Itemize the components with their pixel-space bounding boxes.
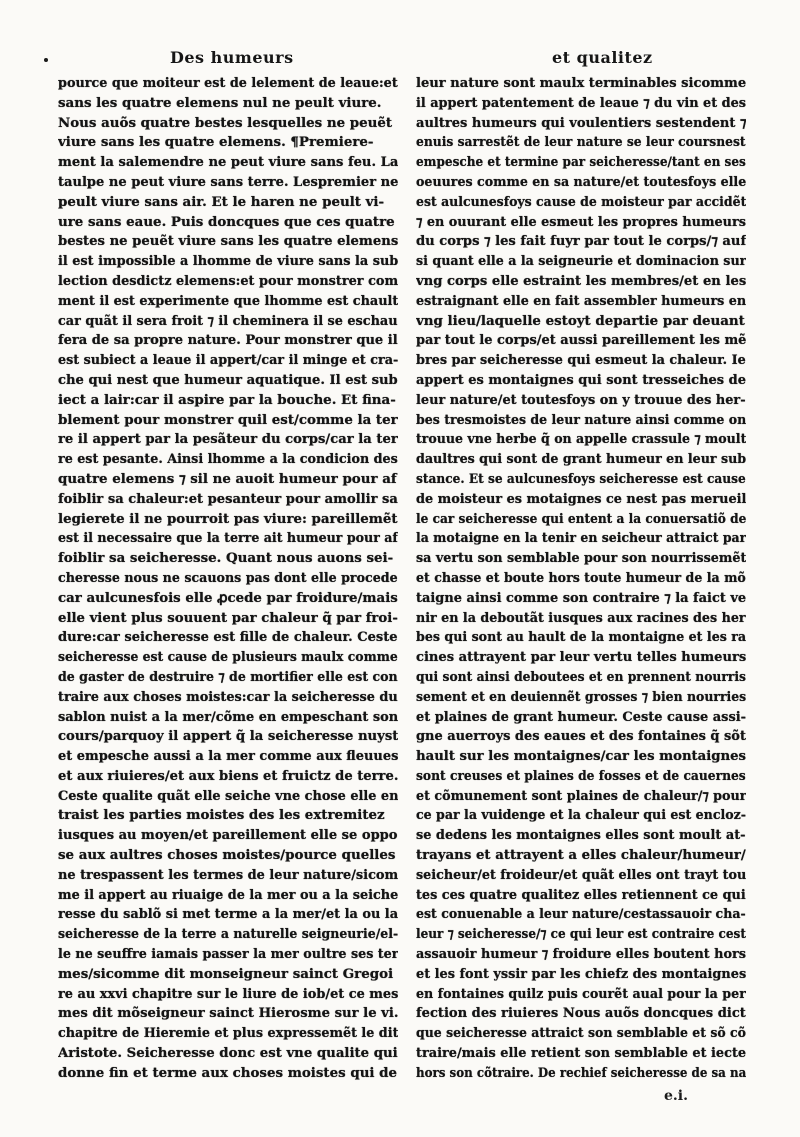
text-line: et cõmunement sont plaines de chaleur/⁊ pour [416, 787, 746, 804]
text-line: taulpe ne peut viure sans terre. Lespremier ne [58, 173, 398, 190]
text-line: est subiect a leaue il appert/car il minge et cra- [58, 352, 398, 369]
text-line: ure sans eaue. Puis doncques que ces quatre [58, 213, 395, 230]
text-line: hault sur les montaignes/car les montaignes [416, 748, 746, 765]
text-line: estraignant elle en fait assembler humeurs en [416, 292, 746, 309]
text-line: mes dit mõseigneur sainct Hierosme sur le vi. [58, 1005, 398, 1022]
text-line: ⁊ en ouurant elle esmeut les propres humeurs [416, 213, 746, 230]
text-line: ment il est experimente que lhomme est chault [58, 292, 398, 309]
text-line: traire aux choses moistes:car la seicheresse du [58, 688, 398, 705]
text-line: pource que moiteur est de lelement de leaue:et [58, 75, 398, 91]
text-line: et chasse et boute hors toute humeur de la mõ [416, 569, 746, 586]
text-line: et empesche aussi a la mer comme aux fleuues [58, 748, 398, 765]
text-line: vng corps elle estraint les membres/et en les [416, 272, 746, 289]
text-line: leur ⁊ seicheresse/⁊ ce qui leur est contraire cest [416, 926, 746, 943]
text-line: si quant elle a la seigneurie et dominacion sur [416, 253, 746, 270]
text-line: bes tresmoistes de leur nature ainsi comme on [416, 411, 746, 428]
text-line: empesche et termine par seicheresse/tant en ses [416, 154, 746, 171]
text-line: seicheur/et froideur/et quãt elles ont trayt tou [416, 866, 746, 883]
text-line: fection des riuieres Nous auõs doncques dict [416, 1005, 746, 1022]
text-line: donne fin et terme aux choses moistes qui de [58, 1064, 398, 1081]
text-line: quatre elemens ⁊ sil ne auoit humeur pour af [58, 470, 397, 487]
text-line: la motaigne en la tenir en seicheur attraict par [416, 530, 746, 547]
text-line: que seicheresse attraict son semblable et sõ cõ [416, 1025, 746, 1042]
text-line: bes qui sont au hault de la montaigne et les ra [416, 629, 746, 646]
text-line: vng lieu/laquelle estoyt departie par deuant [416, 312, 745, 329]
text-line: blement pour monstrer quil est/comme la ter [58, 411, 398, 428]
text-line: re au xxvi chapitre sur le liure de iob/et ce mes [58, 985, 398, 1002]
text-line: leur nature/et toutesfoys on y trouue des her- [416, 391, 746, 408]
text-line: se dedens les montaignes elles sont moult at- [416, 827, 746, 844]
text-line: foiblir sa chaleur:et pesanteur pour amollir sa [58, 490, 398, 507]
running-head-left: Des humeurs [170, 48, 294, 67]
text-line: enuis sarrestẽt de leur nature se leur coursnest [416, 134, 746, 151]
text-line: cours/parquoy il appert q̃ la seicheresse nuyst [58, 728, 398, 745]
text-line: taigne ainsi comme son contraire ⁊ la faict ve [416, 589, 746, 606]
text-line: Ceste qualite quãt elle seiche vne chose elle en [58, 787, 398, 804]
text-line: foiblir sa seicheresse. Quant nous auons sei- [58, 550, 394, 567]
text-line: traist les parties moistes des les extremitez [58, 807, 385, 824]
margin-dot [44, 58, 48, 62]
right-text-column [416, 74, 746, 1084]
text-line: re est pesante. Ainsi lhomme a la condicion des [58, 451, 398, 468]
text-line: stance. Et se aulcunesfoys seicheresse est cause [416, 470, 746, 487]
text-line: sont creuses et plaines de fosses et de cauernes [416, 767, 746, 784]
text-line: de gaster de destruire ⁊ de mortifier elle est con [58, 668, 398, 685]
signature-mark: e.i. [664, 1088, 688, 1104]
text-line: viure sans les quatre elemens. ¶Premiere- [58, 134, 374, 151]
text-line: hors son cõtraire. De rechief seicheresse de sa na [416, 1064, 746, 1081]
text-line: en fontaines quilz puis courẽt aual pour la per [416, 985, 746, 1002]
text-line: est il necessaire que la terre ait humeur pour af [58, 530, 398, 547]
text-line: se aux aultres choses moistes/pource quelles [58, 847, 396, 864]
text-line: che qui nest que humeur aquatique. Il est sub [58, 371, 398, 388]
text-line: gne auerroys des eaues et des fontaines q̃ sõt [416, 728, 746, 745]
text-line: ce par la vuidenge et la chaleur qui est encloz- [416, 807, 746, 824]
text-line: me il appert au riuaige de la mer ou a la seiche [58, 886, 398, 903]
text-line: sans les quatre elemens nul ne peult viure. [58, 94, 382, 111]
text-line: iect a lair:car il aspire par la bouche. Et fina- [58, 391, 396, 408]
text-line: est conuenable a leur nature/cestassauoir cha- [416, 906, 746, 923]
running-head-right: et qualitez [552, 48, 653, 67]
text-line: tes ces quatre qualitez elles retiennent ce qui [416, 886, 746, 903]
text-line: fera de sa propre nature. Pour monstrer que il [58, 332, 398, 349]
text-line: mes/sicomme dit monseigneur sainct Gregoi [58, 965, 394, 982]
text-line: re il appert par la pesãteur du corps/car la ter [58, 431, 398, 448]
text-line: aultres humeurs qui voulentiers sestendent ⁊ [416, 114, 746, 131]
text-line: peult viure sans air. Et le haren ne peult vi- [58, 193, 385, 210]
text-line: qui sont ainsi deboutees et en prennent nourris [416, 668, 746, 685]
text-line: seicheresse de la terre a naturelle seigneurie/el- [58, 926, 398, 943]
text-line: iusques au moyen/et pareillement elle se oppo [58, 827, 398, 844]
text-line: sa vertu son semblable pour son nourrissemẽt [416, 550, 746, 567]
text-line: ne trespassent les termes de leur nature/sicom [58, 866, 398, 883]
text-line: il appert patentement de leaue ⁊ du vin et des [416, 94, 746, 111]
text-line: daultres qui sont de grant humeur en leur sub [416, 451, 746, 468]
text-line: appert es montaignes qui sont tresseiches de [416, 371, 746, 388]
text-line: legierete il ne pourroit pas viure: pareillemẽt [58, 510, 398, 527]
text-line: trouue vne herbe q̃ on appelle crassule ⁊ moult [416, 431, 746, 448]
text-line: et aux riuieres/et aux biens et fruictz de terre. [58, 767, 398, 784]
left-text-column [58, 74, 398, 1084]
text-line: sement et en deuiennẽt grosses ⁊ bien nourries [416, 688, 746, 705]
text-line: et les font yssir par les chiefz des montaignes [416, 965, 746, 982]
text-line: bestes ne peuẽt viure sans les quatre elemens [58, 233, 398, 250]
text-line: leur nature sont maulx terminables sicomme [416, 75, 746, 91]
text-line: oeuures comme en sa nature/et toutesfoys elle [416, 173, 746, 190]
text-line: du corps ⁊ les fait fuyr par tout le corps/⁊ auf [416, 233, 746, 250]
text-line: seicheresse est cause de plusieurs maulx comme [58, 649, 398, 666]
text-line: elle vient plus souuent par chaleur q̃ par froi- [58, 609, 398, 626]
text-line: car quãt il sera froit ⁊ il cheminera il se eschau [58, 312, 398, 329]
text-line: est aulcunesfoys cause de moisteur par accidẽt [416, 193, 746, 210]
text-line: cheresse nous ne scauons pas dont elle procede [58, 569, 398, 586]
text-line: lection desdictz elemens:et pour monstrer com [58, 272, 398, 289]
text-line: et plaines de grant humeur. Ceste cause assi- [416, 708, 746, 725]
text-line: traire/mais elle retient son semblable et iecte [416, 1045, 746, 1062]
text-line: il est impossible a lhomme de viure sans la sub [58, 253, 398, 270]
text-line: le car seicheresse qui entent a la conuersatiõ de [416, 510, 746, 527]
text-line: ment la salemendre ne peut viure sans feu. La [58, 154, 398, 171]
text-line: dure:car seicheresse est fille de chaleur. Ceste [58, 629, 398, 646]
text-line: trayans et attrayent a elles chaleur/humeur/ [416, 847, 746, 864]
text-line: sablon nuist a la mer/cõme en empeschant son [58, 708, 398, 725]
text-line: cines attrayent par leur vertu telles humeurs [416, 649, 746, 666]
text-line: car aulcunesfois elle ꝓcede par froidure/mais [58, 589, 398, 606]
text-line: assauoir humeur ⁊ froidure elles boutent hors [416, 946, 746, 963]
text-line: de moisteur es motaignes ce nest pas merueil [416, 490, 746, 507]
text-line: nir en la deboutãt iusques aux racines des her [416, 609, 746, 626]
text-line: Nous auõs quatre bestes lesquelles ne peuẽt [58, 114, 393, 131]
text-line: Aristote. Seicheresse donc est vne qualite qui [58, 1045, 398, 1062]
text-line: chapitre de Hieremie et plus expressemẽt le dit [58, 1025, 398, 1042]
text-line: bres par seicheresse qui esmeut la chaleur. Ie [416, 352, 746, 369]
text-line: resse du sablõ si met terme a la mer/et la ou la [58, 906, 398, 923]
text-line: par tout le corps/et aussi pareillement les mẽ [416, 332, 746, 349]
text-line: le ne seuffre iamais passer la mer oultre ses ter [58, 946, 398, 963]
